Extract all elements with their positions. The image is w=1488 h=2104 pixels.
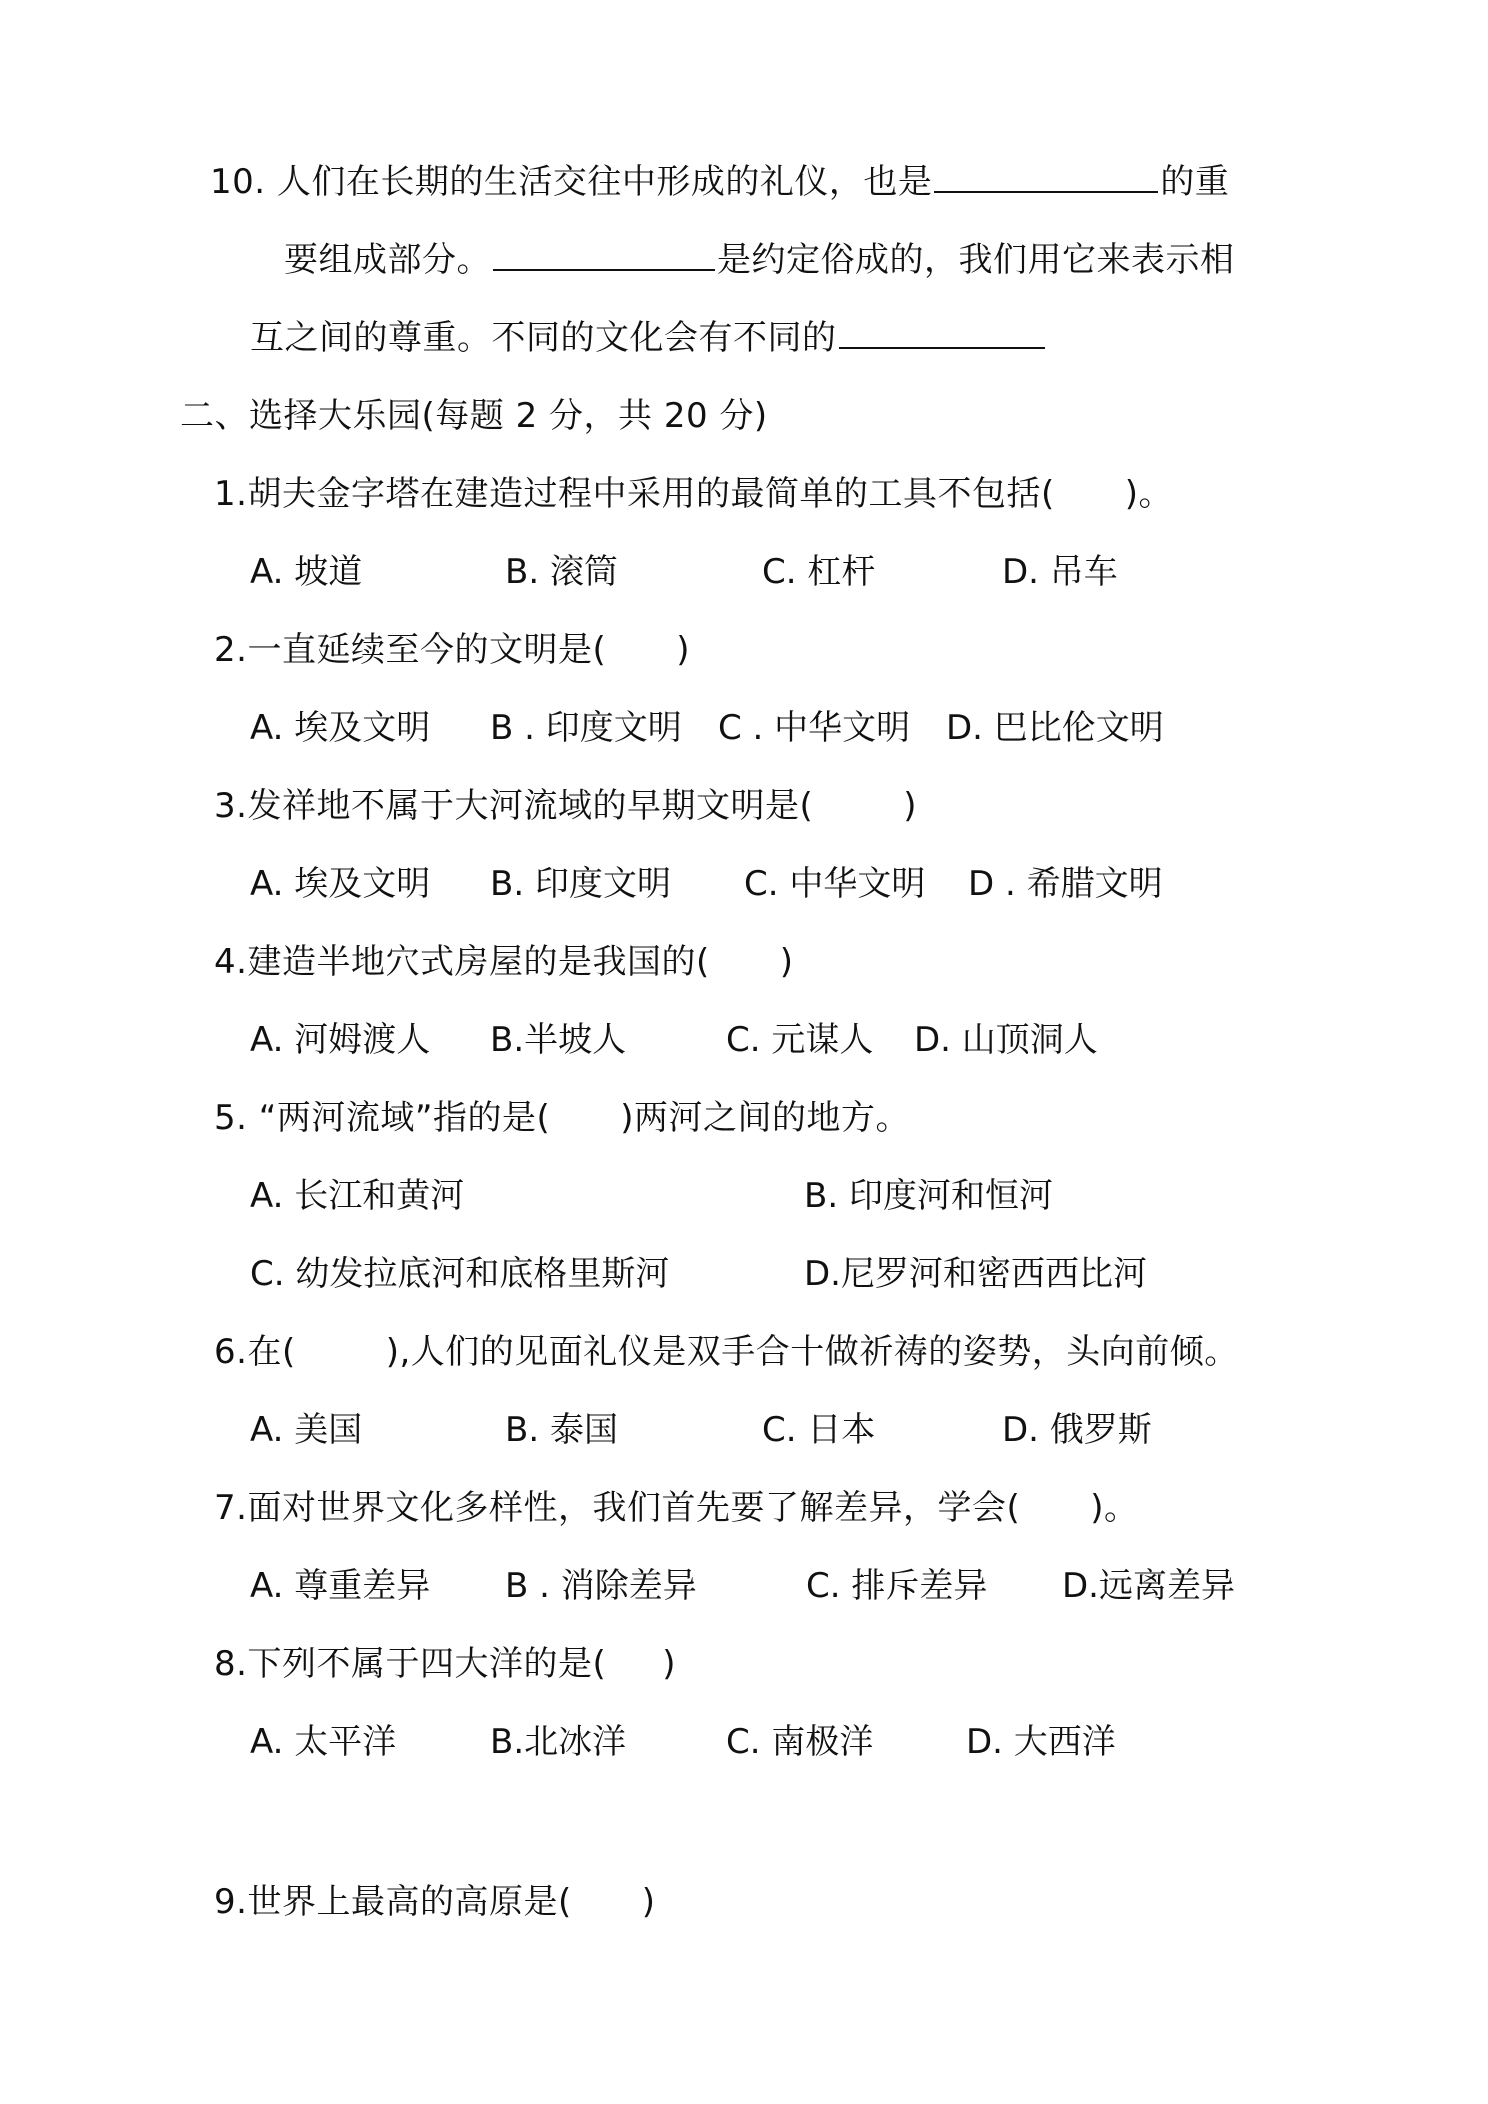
question-4-option-c[interactable]: C. 元谋人 bbox=[726, 1020, 874, 1060]
question-6-option-b[interactable]: B. 泰国 bbox=[505, 1410, 618, 1450]
question-7-text-end: )。 bbox=[1090, 1488, 1139, 1528]
question-1-option-b[interactable]: B. 滚筒 bbox=[505, 552, 618, 592]
question-2-option-b[interactable]: B . 印度文明 bbox=[490, 708, 682, 748]
question-2-text-end: ) bbox=[676, 630, 690, 670]
question-7-option-c[interactable]: C. 排斥差异 bbox=[806, 1566, 988, 1606]
question-7-option-b[interactable]: B . 消除差异 bbox=[505, 1566, 697, 1606]
question-6-option-a[interactable]: A. 美国 bbox=[250, 1410, 363, 1450]
q10-blank-1[interactable] bbox=[934, 161, 1158, 193]
question-3-option-c[interactable]: C. 中华文明 bbox=[744, 864, 926, 904]
question-2-option-c[interactable]: C . 中华文明 bbox=[718, 708, 911, 748]
question-3-option-d[interactable]: D . 希腊文明 bbox=[968, 864, 1163, 904]
question-3-stem bbox=[214, 784, 917, 828]
question-8-option-c[interactable]: C. 南极洋 bbox=[726, 1722, 874, 1762]
question-8-text: 8.下列不属于四大洋的是( bbox=[214, 1644, 607, 1684]
question-1-option-a[interactable]: A. 坡道 bbox=[250, 552, 363, 592]
q10-line-3 bbox=[250, 316, 1047, 360]
question-5-option-c[interactable]: C. 幼发拉底河和底格里斯河 bbox=[250, 1254, 670, 1294]
question-6-option-c[interactable]: C. 日本 bbox=[762, 1410, 876, 1450]
q10-text-1b: 的重 bbox=[1160, 162, 1230, 202]
question-3-option-a[interactable]: A. 埃及文明 bbox=[250, 864, 431, 904]
question-5-option-a[interactable]: A. 长江和黄河 bbox=[250, 1176, 465, 1216]
question-4-option-d[interactable]: D. 山顶洞人 bbox=[914, 1020, 1098, 1060]
question-5-text-end: )两河之间的地方。 bbox=[620, 1098, 911, 1138]
question-1-text-end: )。 bbox=[1124, 474, 1173, 514]
question-8-text-end: ) bbox=[662, 1644, 676, 1684]
question-9-stem bbox=[214, 1880, 655, 1924]
question-1-stem bbox=[214, 472, 1173, 516]
section-2-title: 二、选择大乐园(每题 2 分，共 20 分) bbox=[180, 396, 768, 436]
q10-text-2a: 要组成部分。 bbox=[284, 240, 491, 280]
question-4-option-b[interactable]: B.半坡人 bbox=[490, 1020, 627, 1060]
question-2-option-d[interactable]: D. 巴比伦文明 bbox=[946, 708, 1164, 748]
question-5-option-b[interactable]: B. 印度河和恒河 bbox=[804, 1176, 1053, 1216]
question-2-option-a[interactable]: A. 埃及文明 bbox=[250, 708, 431, 748]
question-9-text: 9.世界上最高的高原是( bbox=[214, 1882, 572, 1922]
question-3-text: 3.发祥地不属于大河流域的早期文明是( bbox=[214, 786, 814, 826]
question-5-text: 5. “两河流域”指的是( bbox=[214, 1098, 551, 1138]
q10-blank-2[interactable] bbox=[493, 239, 715, 271]
question-4-text: 4.建造半地穴式房屋的是我国的( bbox=[214, 942, 710, 982]
question-8-option-d[interactable]: D. 大西洋 bbox=[966, 1722, 1116, 1762]
question-7-stem bbox=[214, 1486, 1138, 1530]
question-4-stem bbox=[214, 940, 793, 984]
question-7-text: 7.面对世界文化多样性，我们首先要了解差异，学会( bbox=[214, 1488, 1021, 1528]
q10-blank-3[interactable] bbox=[839, 317, 1045, 349]
question-9-text-end: ) bbox=[641, 1882, 656, 1922]
q10-text-1a: 10. 人们在长期的生活交往中形成的礼仪，也是 bbox=[210, 162, 933, 202]
question-5-option-d[interactable]: D.尼罗河和密西西比河 bbox=[804, 1254, 1147, 1294]
question-6-text: 6.在( bbox=[214, 1332, 296, 1372]
question-2-stem bbox=[214, 628, 690, 672]
question-7-option-a[interactable]: A. 尊重差异 bbox=[250, 1566, 431, 1606]
q10-text-3a: 互之间的尊重。不同的文化会有不同的 bbox=[250, 318, 837, 358]
question-6-option-d[interactable]: D. 俄罗斯 bbox=[1002, 1410, 1152, 1450]
question-6-stem bbox=[214, 1330, 1239, 1374]
question-4-option-a[interactable]: A. 河姆渡人 bbox=[250, 1020, 431, 1060]
question-8-option-a[interactable]: A. 太平洋 bbox=[250, 1722, 397, 1762]
question-8-stem bbox=[214, 1642, 676, 1686]
question-1-option-d[interactable]: D. 吊车 bbox=[1002, 552, 1118, 592]
question-1-option-c[interactable]: C. 杠杆 bbox=[762, 552, 876, 592]
question-1-text: 1.胡夫金字塔在建造过程中采用的最简单的工具不包括( bbox=[214, 474, 1055, 514]
question-7-option-d[interactable]: D.远离差异 bbox=[1062, 1566, 1235, 1606]
question-4-text-end: ) bbox=[779, 942, 794, 982]
question-8-option-b[interactable]: B.北冰洋 bbox=[490, 1722, 627, 1762]
question-5-stem bbox=[214, 1096, 910, 1140]
question-2-text: 2.一直延续至今的文明是( bbox=[214, 630, 607, 670]
q10-line-1 bbox=[210, 160, 1229, 204]
q10-text-2b: 是约定俗成的，我们用它来表示相 bbox=[717, 240, 1235, 280]
question-3-option-b[interactable]: B. 印度文明 bbox=[490, 864, 671, 904]
q10-line-2 bbox=[284, 238, 1235, 282]
question-3-text-end: ) bbox=[903, 786, 917, 826]
question-6-text-end: ),人们的见面礼仪是双手合十做祈祷的姿势，头向前倾。 bbox=[385, 1332, 1239, 1372]
